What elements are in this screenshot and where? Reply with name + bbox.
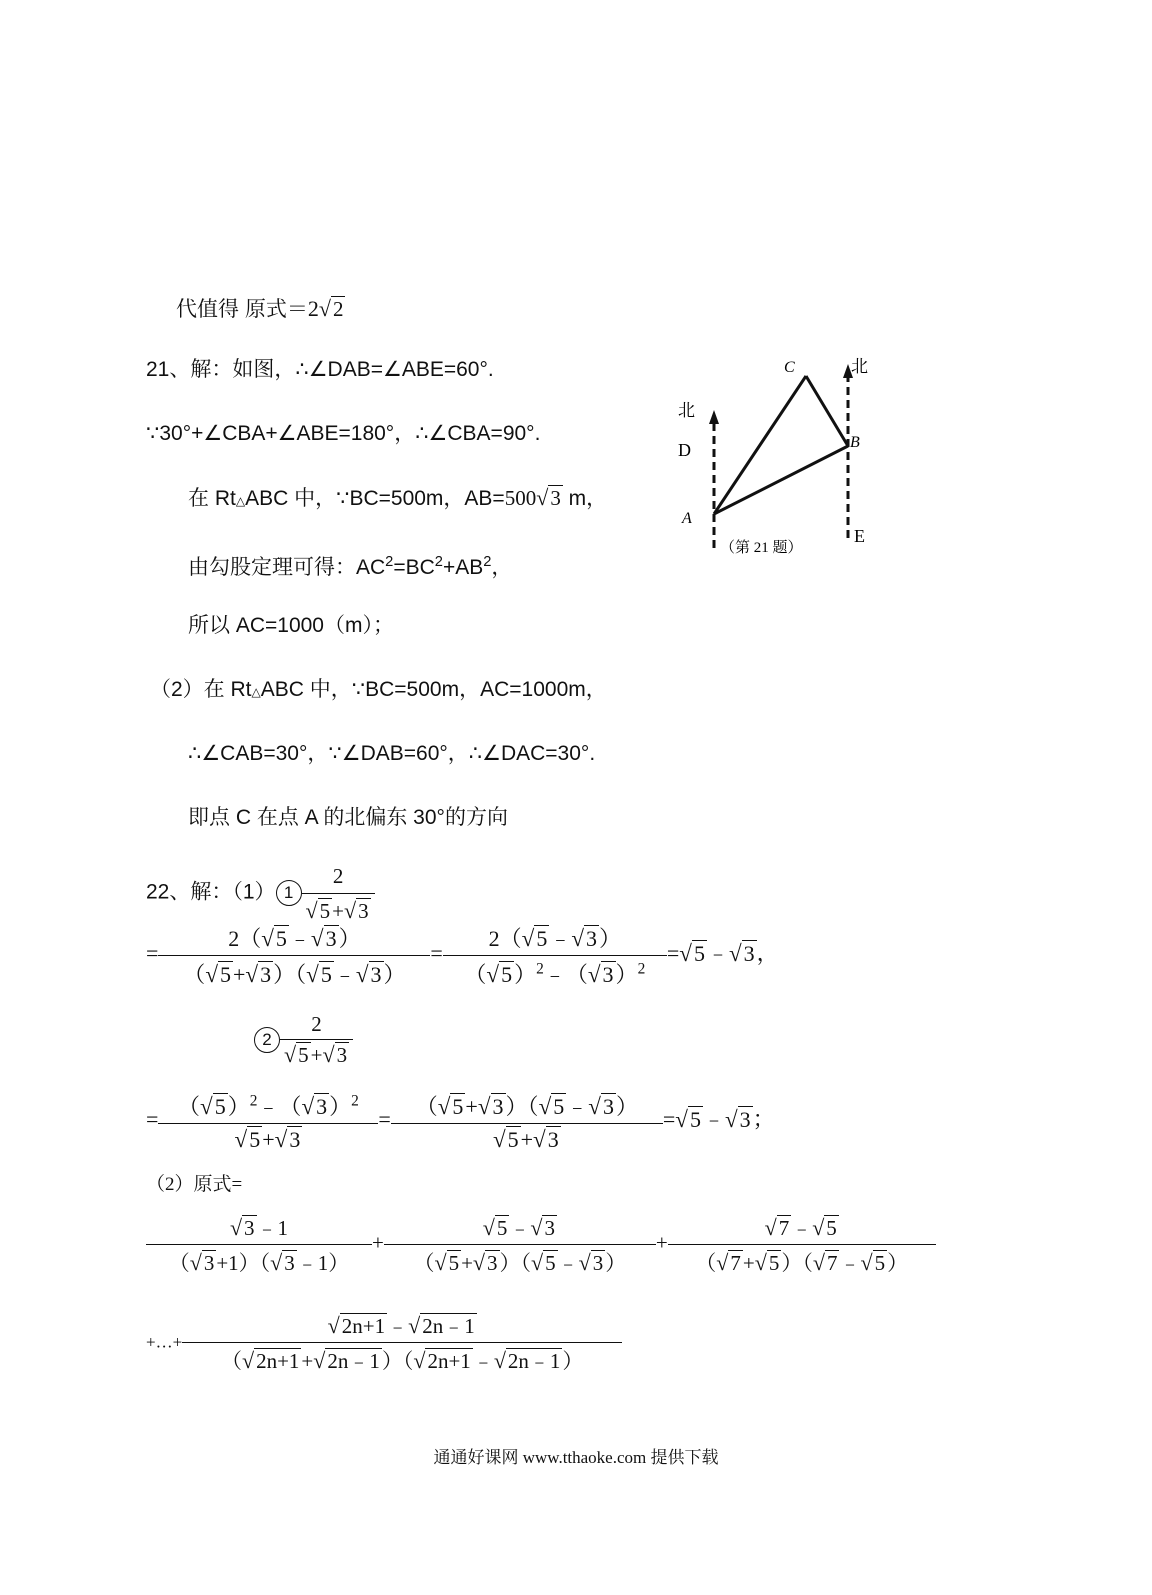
fraction: $\frac{2}{√5+√3}$ <box>302 861 375 926</box>
geometry-figure <box>668 348 908 578</box>
page-footer: 通通好课网 www.tthaoke.com 提供下载 <box>433 1448 719 1467</box>
fraction: $\frac{√3﹣1}{(√3+1)(√3﹣1)}$ <box>146 1212 372 1277</box>
q21-line-2: ∵30°+∠CBA+∠ABE=180°，∴∠CBA=90°. <box>146 422 541 445</box>
eq-row-3: $\frac{√3﹣1}{(√3+1)(√3﹣1)}$ + $\frac{√5﹣√3}{(√5+√3)(√5﹣√3)}$ + $\frac{√7﹣√5}{(√7+√5)(√7﹣√5)}$ <box>146 1212 936 1277</box>
arrow-head-a <box>709 410 719 424</box>
fraction: $\frac{√2n+1﹣√2n﹣1}{(√2n+1+√2n﹣1)(√2n+1﹣√2n﹣1)}$ <box>182 1310 622 1375</box>
q21-line-3: 在 Rt△ABC 中，∵BC=500m，AB=500√3 m， <box>188 485 608 510</box>
fraction: $\frac{(√5)^2﹣(√3)^2}{√5+√3}$ <box>158 1090 378 1153</box>
segment-cb <box>806 376 848 446</box>
eq-row-4: +…+ $\frac{√2n+1﹣√2n﹣1}{(√2n+1+√2n﹣1)(√2n+1﹣√2n﹣1)}$ <box>146 1310 622 1375</box>
north-label-a: 北 <box>678 401 695 420</box>
segment-ab <box>714 446 848 514</box>
label-c: C <box>784 359 795 376</box>
sqrt: √3 <box>536 485 561 510</box>
eq-row-2: = $\frac{(√5)^2﹣(√3)^2}{√5+√3}$ = $\frac{(√5+√3)(√5﹣√3)}{√5+√3}$ =√5﹣√3； <box>146 1090 775 1153</box>
label-b: B <box>850 434 860 451</box>
q21-line-7: ∴∠CAB=30°，∵∠DAB=60°，∴∠DAC=30°. <box>188 742 596 765</box>
eq-row-1: = $\frac{2(√5﹣√3)}{(√5+√3)(√5﹣√3)}$ = $\frac{2(√5﹣√3)}{(√5)^2﹣(√3)^2}$ =√5﹣√3， <box>146 922 779 989</box>
fraction: $\frac{√5﹣√3}{(√5+√3)(√5﹣√3)}$ <box>384 1212 656 1277</box>
label-a: A <box>682 510 692 527</box>
fraction: $\frac{2(√5﹣√3)}{(√5)^2﹣(√3)^2}$ <box>443 922 667 989</box>
circle-number: 1 <box>276 880 302 906</box>
north-label-b: 北 <box>851 357 868 376</box>
figure-caption: （第 21 题） <box>720 540 803 556</box>
coef: 2 <box>307 296 319 321</box>
q21-line-6: （2）在 Rt△ABC 中，∵BC=500m，AC=1000m， <box>150 678 607 701</box>
q21-header: 21、解：如图，∴∠DAB=∠ABE=60°. <box>146 358 494 381</box>
fraction: $\frac{2}{√5+√3}$ <box>280 1012 353 1068</box>
q21-line-5: 所以 AC=1000（m）； <box>188 614 394 637</box>
line-1: 代值得 原式＝2√2 <box>176 296 344 321</box>
label-e: E <box>854 526 865 546</box>
label-d: D <box>678 440 691 460</box>
q21-line-4: 由勾股定理可得：$AC^2=BC^2+AB^2$， <box>188 554 513 579</box>
sqrt: √2 <box>318 296 344 321</box>
q22-header: 22、解：（1） 1 $\frac{2}{√5+√3}$ <box>146 861 375 926</box>
segment-ac <box>714 376 806 514</box>
q21-line-8: 即点 C 在点 A 的北偏东 30°的方向 <box>188 806 508 829</box>
fraction: $\frac{(√5+√3)(√5﹣√3)}{√5+√3}$ <box>391 1090 663 1153</box>
q22-part-2-label: （2）原式= <box>146 1174 243 1195</box>
fraction: $\frac{√7﹣√5}{(√7+√5)(√7﹣√5)}$ <box>668 1212 936 1277</box>
fraction: $\frac{2(√5﹣√3)}{(√5+√3)(√5﹣√3)}$ <box>158 922 430 989</box>
q22-part-1-2 <box>254 1012 353 1068</box>
circle-number: 2 <box>254 1027 280 1053</box>
